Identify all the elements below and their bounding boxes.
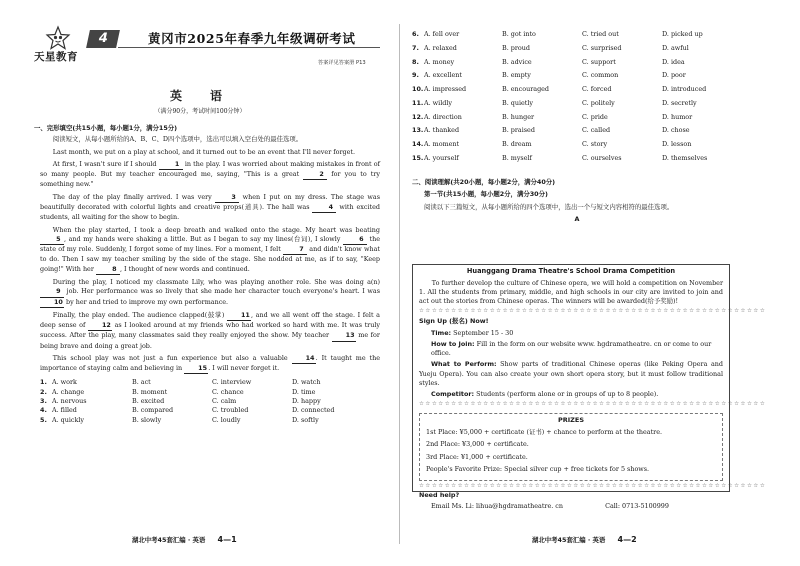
option-row: 3. A. nervous B. excited C. calm D. happy: [40, 397, 321, 406]
option-a[interactable]: A. relaxed: [424, 43, 457, 52]
option-row: 5. A. quickly B. slowly C. loudly D. softly: [40, 415, 319, 424]
option-d[interactable]: D. time: [292, 387, 316, 396]
option-a[interactable]: A. thanked: [424, 126, 460, 135]
competitor-line: Competitor: Students (perform alone or in groups of up to 8 people).: [431, 390, 659, 399]
score-time-line: （满分90分，考试时间100分钟）: [154, 108, 246, 115]
cloze-passage: [34, 124, 380, 425]
option-c[interactable]: C. story: [582, 140, 608, 149]
option-c[interactable]: C. common: [582, 71, 619, 80]
subject-title: 英 语: [169, 89, 230, 103]
footer-book-title: 湖北中考45套汇编 · 英语: [532, 536, 606, 545]
option-c[interactable]: C. tried out: [582, 30, 619, 38]
option-a[interactable]: A. impressed: [424, 85, 467, 94]
option-a[interactable]: A. nervous: [52, 397, 87, 406]
passage-paragraph: Last month, we put on a play at school, and it turned out to be an event that I'll never forget.: [52, 147, 356, 156]
option-b[interactable]: B. slowly: [132, 415, 162, 424]
star-mascot-icon: [46, 26, 70, 50]
blank-10[interactable]: 10: [40, 298, 64, 308]
option-row: 12. A. direction B. hunger C. pride D. humor: [412, 112, 693, 121]
option-row: 13. A. thanked B. praised C. called D. chose: [412, 126, 690, 135]
option-d[interactable]: D. themselves: [662, 154, 708, 163]
brand-name: 天星教育: [34, 51, 78, 63]
option-row: 8. A. money B. advice C. support D. idea: [412, 57, 685, 66]
blank-11[interactable]: 11: [227, 311, 251, 321]
time-line: Time: September 15 - 30: [431, 328, 514, 337]
subsection-title: 第一节(共15小题，每小题2分，满分30分): [424, 190, 548, 199]
footer-book-title: 湖北中考45套汇编 · 英语: [132, 536, 206, 545]
blank-12[interactable]: 12: [88, 321, 112, 331]
option-c[interactable]: C. calm: [212, 397, 237, 406]
blank-5[interactable]: 5: [40, 235, 64, 245]
option-c[interactable]: C. pride: [582, 112, 608, 121]
signup-heading: Sign Up (报名) Now!: [419, 317, 489, 326]
prizes-box: [419, 413, 723, 482]
option-d[interactable]: D. watch: [292, 378, 321, 387]
blank-6[interactable]: 6: [343, 235, 367, 245]
option-row: 4. A. filled B. compared C. troubled D. connected: [40, 406, 335, 415]
star-divider: ☆☆☆☆☆☆☆☆☆☆☆☆☆☆☆☆☆☆☆☆☆☆☆☆☆☆☆☆☆☆☆☆☆☆☆☆☆☆☆☆☆☆☆☆☆☆☆☆☆☆☆☆☆☆: [419, 308, 767, 315]
notice-title: Huanggang Drama Theatre's School Drama Competition: [466, 267, 676, 275]
paper-number-tab: 4: [86, 30, 120, 48]
contact-email[interactable]: Email Ms. Li: lihua@hgdramatheatre. cn: [431, 502, 564, 511]
option-d[interactable]: D. introduced: [662, 85, 707, 94]
options-list-right: [412, 30, 742, 168]
footer-left: [132, 534, 237, 546]
option-d[interactable]: D. humor: [662, 112, 693, 121]
option-b[interactable]: B. praised: [502, 126, 535, 135]
prize-second: 2nd Place: ¥3,000 + certificate.: [426, 440, 529, 449]
option-b[interactable]: B. dream: [502, 140, 532, 149]
option-b[interactable]: B. quietly: [502, 98, 534, 107]
option-b[interactable]: B. empty: [502, 71, 531, 80]
prize-first: 1st Place: ¥5,000 + certificate (证书) + chance to perform at the theatre.: [426, 428, 663, 436]
exam-title: 黄冈市2025年春季九年级调研考试: [148, 31, 356, 46]
blank-4[interactable]: 4: [312, 203, 336, 213]
option-a[interactable]: A. direction: [424, 112, 462, 121]
option-c[interactable]: C. surprised: [582, 43, 622, 52]
option-d[interactable]: D. lesson: [662, 140, 692, 149]
contact-line: [431, 502, 723, 511]
notice-intro: To further develop the culture of Chinese opera, we will hold a competition on November 1. All the students from primary, middle, and high schools in our city are invited to join and act out the stories from Chinese operas. The winners will be awarded(给予奖励)!: [419, 278, 723, 306]
prize-favorite: People's Favorite Prize: Special silver cup + free tickets for 5 shows.: [426, 464, 650, 473]
star-divider: ☆☆☆☆☆☆☆☆☆☆☆☆☆☆☆☆☆☆☆☆☆☆☆☆☆☆☆☆☆☆☆☆☆☆☆☆☆☆☆☆☆☆☆☆☆☆☆☆☆☆☆☆☆☆: [419, 400, 767, 407]
option-c[interactable]: C. ourselves: [582, 154, 622, 163]
option-row: 15. A. yourself B. myself C. ourselves D. themselves: [412, 154, 708, 163]
option-b[interactable]: B. myself: [502, 154, 532, 163]
option-b[interactable]: B. advice: [502, 57, 532, 66]
option-c[interactable]: C. chance: [212, 387, 244, 396]
option-a[interactable]: A. work: [52, 378, 77, 387]
option-row: 6. A. fell over B. got into C. tried out D. picked up: [412, 30, 703, 38]
option-d[interactable]: D. picked up: [662, 30, 703, 38]
section-instruction: 阅读以下三篇短文，从每小题所给的四个选项中，选出一个与短文内容相符的最佳选项。: [424, 202, 674, 211]
option-a[interactable]: A. filled: [52, 406, 77, 415]
option-b[interactable]: B. compared: [132, 406, 174, 415]
passage-paragraph: This school play was not just a fun experience but also a valuable 14. It taught me the importance of staying calm and believing in 15. I will never forget it.: [40, 354, 380, 375]
footer-right: [532, 534, 637, 546]
reading-section-header: [412, 178, 742, 224]
section-instruction: 阅读短文，从每小题所给的A、B、C、D四个选项中，选出可以填入空白处的最佳选项。: [52, 135, 303, 144]
options-list-left: [40, 378, 380, 424]
option-a[interactable]: A. change: [52, 387, 85, 396]
page-number: 4—1: [217, 535, 237, 545]
option-c[interactable]: C. interview: [212, 378, 252, 387]
passage-label: A: [574, 214, 580, 223]
option-a[interactable]: A. moment: [424, 140, 460, 149]
option-d[interactable]: D. idea: [662, 57, 685, 66]
passage-paragraph: During the play, I noticed my classmate Lily, who was playing another role. She was doing a(n) 9 job. Her performance was so lively that she made her character touch everyone's heart. I was 10 by her and tried to improve my own performance.: [40, 278, 380, 308]
passage-paragraph: At first, I wasn't sure if I should 1 in the play. I was worried about making mistakes in front of so many people. But my teacher encouraged me, saying, "This is a great 2 for you to try something new.": [40, 159, 380, 189]
option-b[interactable]: B. moment: [132, 387, 168, 396]
blank-8[interactable]: 8: [96, 265, 120, 275]
help-heading: Need help?: [419, 491, 460, 500]
option-row: 1. A. work B. act C. interview D. watch: [40, 378, 321, 387]
option-d[interactable]: D. connected: [292, 406, 335, 415]
option-b[interactable]: B. act: [132, 378, 151, 387]
option-d[interactable]: D. poor: [662, 71, 686, 80]
blank-3[interactable]: 3: [215, 193, 239, 203]
option-a[interactable]: A. fell over: [424, 30, 460, 38]
option-a[interactable]: A. quickly: [52, 415, 85, 424]
section-title: 二、阅读理解(共20小题，每小题2分，满分40分): [412, 178, 556, 186]
passage-paragraph: The day of the play finally arrived. I was very 3 when I put on my dress. The stage was beautifully decorated with colorful lights and creative props(道具). The hall was 4 with excited students, all waiting for the show to begin.: [40, 192, 380, 222]
option-d[interactable]: D. secretly: [662, 98, 697, 107]
option-row: 14. A. moment B. dream C. story D. lesson: [412, 140, 692, 149]
option-b[interactable]: B. encouraged: [502, 85, 550, 94]
option-c[interactable]: C. called: [582, 126, 611, 135]
passage-paragraph: Finally, the play ended. The audience clapped(鼓掌) 11, and we all went off the stage. I felt a deep sense of 12 as I looked around at my friends who had worked so hard with me. It was truly success. After the play, many classmates said they really enjoyed the show. My teacher 13 me for being brave and doing a great job.: [40, 310, 380, 350]
page-number: 4—2: [617, 535, 637, 545]
option-row: 9. A. excellent B. empty C. common D. poor: [412, 71, 686, 80]
competition-notice: [412, 264, 767, 511]
blank-1[interactable]: 1: [159, 160, 183, 170]
section-title: 一、完形填空(共15小题，每小题1分，满分15分): [34, 124, 178, 132]
option-b[interactable]: B. proud: [502, 43, 530, 52]
option-row: 7. A. relaxed B. proud C. surprised D. awful: [412, 43, 689, 52]
option-c[interactable]: C. politely: [582, 98, 615, 107]
prizes-title: PRIZES: [557, 415, 585, 424]
blank-14[interactable]: 14: [292, 354, 316, 364]
blank-9[interactable]: 9: [40, 287, 64, 297]
option-b[interactable]: B. excited: [132, 397, 165, 406]
perform-line: What to Perform: Show parts of traditional Chinese operas (like Peking Opera and Yueju Opera). You can also create your own short opera story, but it must follow traditional styles.: [419, 360, 723, 388]
option-b[interactable]: B. hunger: [502, 112, 535, 121]
option-row: 10. A. impressed B. encouraged C. forced D. introduced: [412, 85, 707, 94]
prize-third: 3rd Place: ¥1,000 + certificate.: [426, 452, 528, 461]
star-divider: ☆☆☆☆☆☆☆☆☆☆☆☆☆☆☆☆☆☆☆☆☆☆☆☆☆☆☆☆☆☆☆☆☆☆☆☆☆☆☆☆☆☆☆☆☆☆☆☆☆☆☆☆☆☆: [419, 483, 767, 490]
blank-15[interactable]: 15: [184, 364, 208, 374]
option-a[interactable]: A. wildly: [424, 98, 452, 107]
join-line: How to Join: Fill in the form on our website www. hgdramatheatre. cn or come to our office.: [431, 339, 712, 358]
blank-7[interactable]: 7: [283, 245, 307, 255]
option-d[interactable]: D. softly: [292, 415, 319, 424]
option-c[interactable]: C. troubled: [212, 406, 249, 415]
option-c[interactable]: C. support: [582, 57, 616, 66]
option-d[interactable]: D. happy: [292, 397, 321, 406]
contact-phone[interactable]: Call: 0713-5100999: [605, 502, 669, 511]
option-c[interactable]: C. forced: [582, 85, 612, 94]
option-b[interactable]: B. got into: [502, 30, 536, 38]
option-c[interactable]: C. loudly: [212, 415, 241, 424]
option-d[interactable]: D. awful: [662, 43, 689, 52]
answer-reference: 答案详见答案册 P13: [318, 60, 366, 66]
blank-13[interactable]: 13: [332, 331, 356, 341]
option-a[interactable]: A. yourself: [424, 154, 459, 163]
passage-paragraph: When the play started, I took a deep breath and walked onto the stage. My heart was beating 5 , and my hands were shaking a little. But as I began to say my lines(台词), I slowly 6 the state of my role. Suddenly, I forgot some of my lines. For a moment, I felt 7 and didn't know what to do. Then I saw my teacher smiling by the side of the stage. She nodded at me, as if to say, "Keep going!" With her 8 , I thought of new words and continued.: [40, 226, 380, 275]
option-row: 11. A. wildly B. quietly C. politely D. secretly: [412, 98, 697, 107]
option-a[interactable]: A. excellent: [424, 71, 462, 80]
option-a[interactable]: A. money: [424, 57, 455, 66]
option-row: 2. A. change B. moment C. chance D. time: [40, 387, 316, 396]
option-d[interactable]: D. chose: [662, 126, 690, 135]
blank-2[interactable]: 2: [303, 170, 327, 180]
